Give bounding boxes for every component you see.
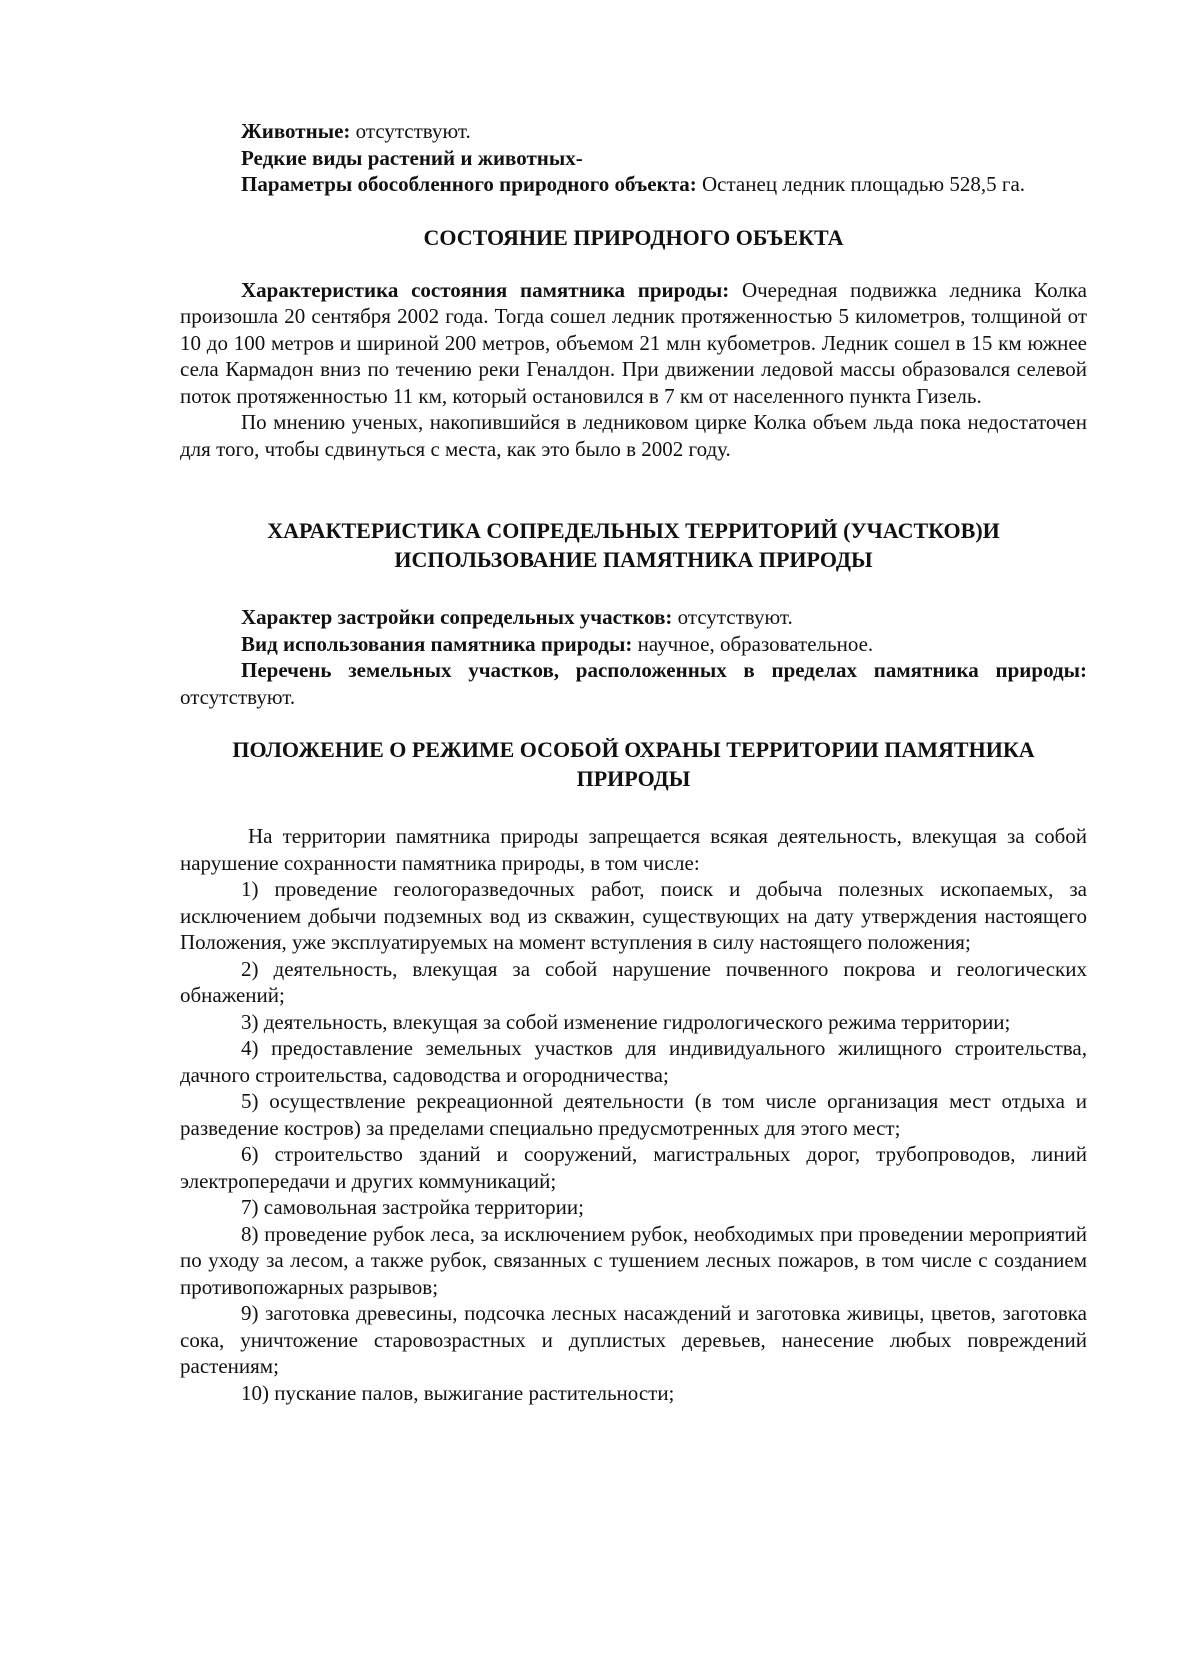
list-item: 1) проведение геологоразведочных работ, поиск и добыча полезных ископаемых, за исключением добычи подземных вод из скважин, существующих на дату утверждения настоящего Положения, уже эксплуатируемых на момент вступления в силу настоящего положения; bbox=[180, 877, 1087, 954]
list-item: 3) деятельность, влекущая за собой изменение гидрологического режима территории; bbox=[241, 1009, 1011, 1034]
usage-value: научное, образовательное. bbox=[632, 631, 874, 656]
regime-heading-line1: ПОЛОЖЕНИЕ О РЕЖИМЕ ОСОБОЙ ОХРАНЫ ТЕРРИТОРИИ ПАМЯТНИКА bbox=[232, 737, 1035, 762]
list-item: 8) проведение рубок леса, за исключением рубок, необходимых при проведении мероприятий по уходу за лесом, а также рубок, связанных с тушением лесных пожаров, в том числе с созданием противопожарных разрывов; bbox=[180, 1221, 1087, 1299]
list-item: 9) заготовка древесины, подсочка лесных насаждений и заготовка живицы, цветов, заготовка сока, уничтожение старовозрастных и дуплистых деревьев, нанесение любых повреждений растениям; bbox=[180, 1301, 1087, 1378]
adjacent-heading-line1: ХАРАКТЕРИСТИКА СОПРЕДЕЛЬНЫХ ТЕРРИТОРИЙ (УЧАСТКОВ)И bbox=[267, 518, 1000, 543]
state-heading: СОСТОЯНИЕ ПРИРОДНОГО ОБЪЕКТА bbox=[423, 224, 844, 250]
rare-species-paragraph bbox=[180, 145, 1087, 172]
params-label: Параметры обособленного природного объекта: bbox=[241, 172, 697, 196]
development-paragraph bbox=[180, 604, 1087, 631]
animals-paragraph bbox=[180, 118, 1087, 145]
rare-species-label: Редкие виды растений и животных- bbox=[241, 145, 583, 170]
adjacent-heading-line2: ИСПОЛЬЗОВАНИЕ ПАМЯТНИКА ПРИРОДЫ bbox=[394, 547, 873, 572]
list-item: 4) предоставление земельных участков для индивидуального жилищного строительства, дачного строительства, садоводства и огородничества; bbox=[180, 1036, 1087, 1087]
plots-value: отсутствуют. bbox=[180, 684, 296, 709]
plots-paragraph bbox=[180, 657, 1087, 710]
state-characteristic-paragraph bbox=[180, 277, 1087, 410]
development-value: отсутствуют. bbox=[672, 605, 793, 629]
document-page bbox=[180, 118, 1087, 1406]
params-paragraph bbox=[180, 171, 1087, 198]
regime-heading bbox=[180, 735, 1087, 793]
usage-label: Вид использования памятника природы: bbox=[241, 631, 633, 656]
animals-label: Животные: bbox=[241, 119, 351, 143]
regime-heading-line2: ПРИРОДЫ bbox=[576, 766, 691, 791]
state-characteristic-value: Очередная подвижка ледника Колка произошла 20 сентября 2002 года. Тогда сошел ледник протяженностью 5 километров, толщиной от 10 до 100 метров и шириной 200 метров, объемом 21 млн кубометров. Ледник сошел в 15 км южнее села Кармадон вниз по течению реки Геналдон. При движении ледовой массы образовался селевой поток протяженностью 11 км, который остановился в 7 км от населенного пункта Гизель. bbox=[180, 277, 1087, 408]
list-item: 5) осуществление рекреационной деятельности (в том числе организация мест отдыха и разведение костров) за пределами специально предусмотренных для этого мест; bbox=[180, 1089, 1087, 1140]
params-value: Останец ледник площадью 528,5 га. bbox=[696, 172, 1026, 196]
scientists-opinion-paragraph: По мнению ученых, накопившийся в ледниковом цирке Колка объем льда пока недостаточен для того, чтобы сдвинуться с места, как это было в 2002 году. bbox=[180, 410, 1087, 461]
state-characteristic-label: Характеристика состояния памятника природы: bbox=[241, 277, 730, 302]
development-label: Характер застройки сопредельных участков: bbox=[241, 605, 673, 629]
animals-value: отсутствуют. bbox=[350, 119, 471, 143]
plots-label: Перечень земельных участков, расположенных в пределах памятника природы: bbox=[241, 658, 1087, 682]
list-item: 2) деятельность, влекущая за собой нарушение почвенного покрова и геологических обнажений; bbox=[180, 956, 1087, 1007]
list-item: 7) самовольная застройка территории; bbox=[241, 1195, 584, 1219]
usage-paragraph bbox=[180, 631, 1087, 658]
adjacent-heading bbox=[180, 516, 1087, 574]
list-item: 10) пускание палов, выжигание растительности; bbox=[241, 1380, 675, 1405]
list-item: 6) строительство зданий и сооружений, магистральных дорог, трубопроводов, линий электропередачи и других коммуникаций; bbox=[180, 1142, 1087, 1193]
regime-intro-paragraph: На территории памятника природы запрещается всякая деятельность, влекущая за собой нарушение сохранности памятника природы, в том числе: bbox=[180, 824, 1087, 875]
